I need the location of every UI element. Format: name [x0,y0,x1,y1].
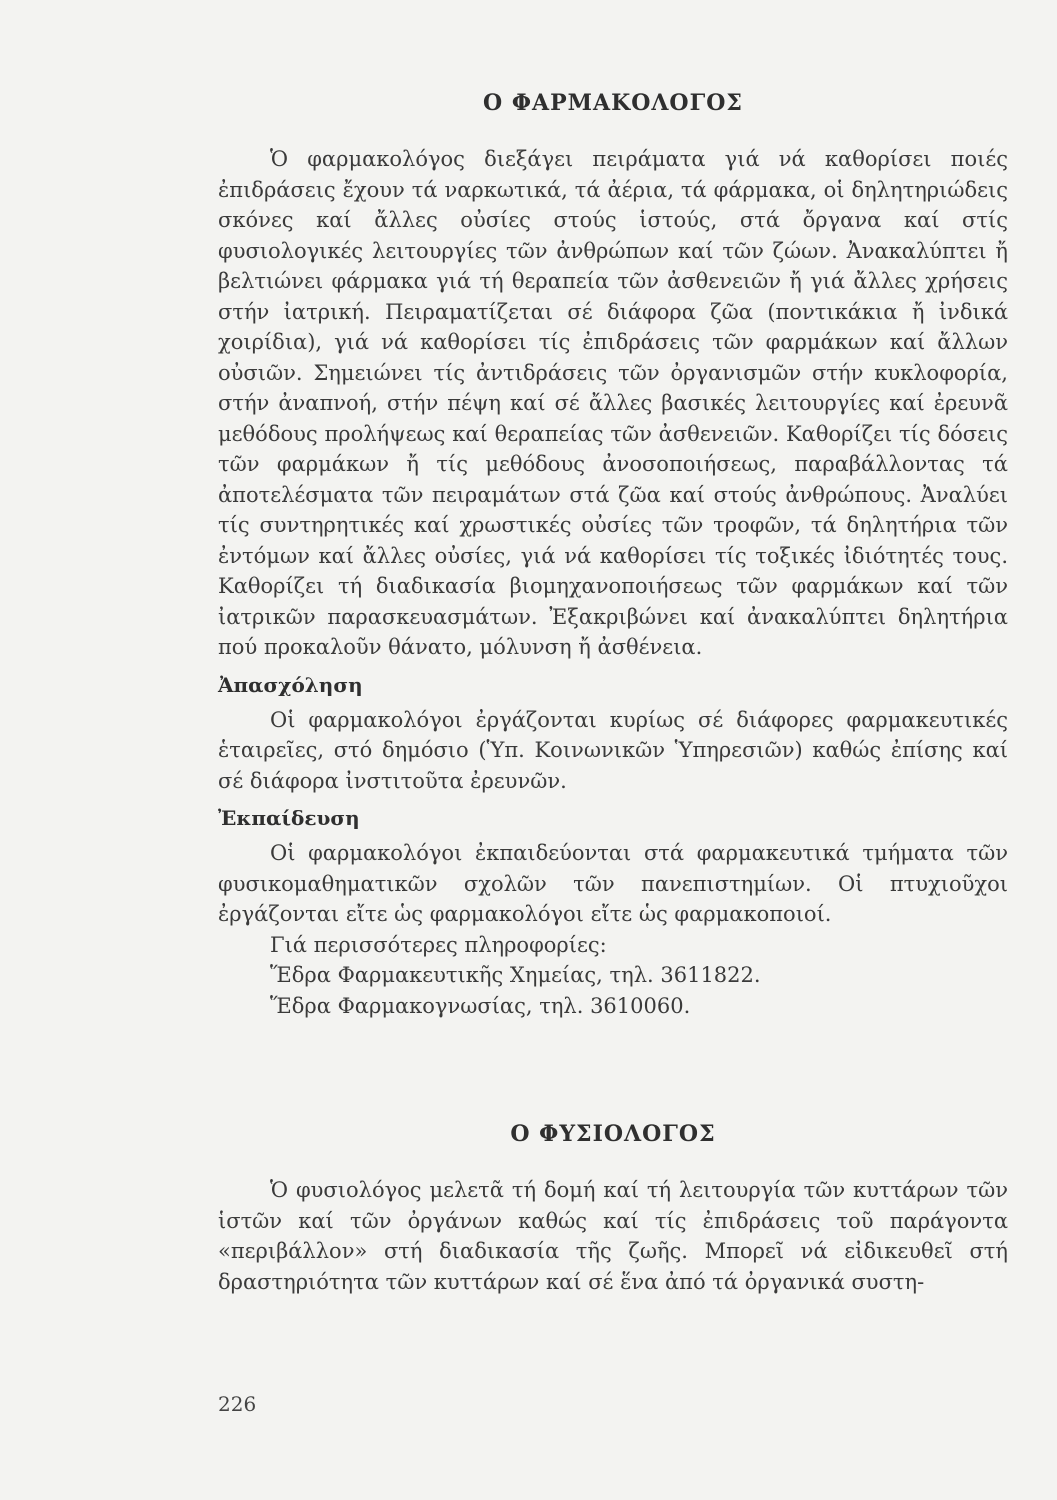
education-text: Οἱ φαρμακολόγοι ἐκπαιδεύονται στά φαρμακευτικά τμήματα τῶν φυσικομαθηματικῶν σχολῶν τῶν πανεπιστημίων. Οἱ πτυχιοῦχοι ἐργάζονται εἴτε ὡς φαρμακολόγοι εἴτε ὡς φαρμακοποιοί. [218,841,1008,926]
employment-text: Οἱ φαρμακολόγοι ἐργάζονται κυρίως σέ διάφορες φαρμακευτικές ἑταιρεῖες, στό δημόσιο (Ὑπ. Κοινωνικῶν Ὑπηρεσιῶν) καθώς ἐπίσης καί σέ διάφορα ἰνστιτοῦτα ἐρευνῶν. [218,707,1008,793]
page-content [218,90,1008,1297]
pharmacologist-description: Ὁ φαρμακολόγος διεξάγει πειράματα γιά νά καθορίσει ποιές ἐπιδράσεις ἔχουν τά ναρκωτικά, τά ἀέρια, τά φάρμακα, οἱ δηλητηριώδεις σκόνες καί ἄλλες οὐσίες στούς ἱστούς, στά ὄργανα καί στίς φυσιολογικές λειτουργίες τῶν ἀνθρώπων καί τῶν ζώων. Ἀνακαλύπτει ἤ βελτιώνει φάρμακα γιά τή θεραπεία τῶν ἀσθενειῶν ἤ γιά ἄλλες χρήσεις στήν ἰατρική. Πειραματίζεται σέ διάφορα ζῶα (ποντικάκια ἤ ἰνδικά χοιρίδια), γιά νά καθορίσει τίς ἐπιδράσεις τῶν φαρμάκων καί ἄλλων οὐσιῶν. Σημειώνει τίς ἀντιδράσεις τῶν ὀργανισμῶν στήν κυκλοφορία, στήν ἀναπνοή, στήν πέψη καί σέ ἄλλες βασικές λειτουργίες καί ἐρευνᾶ μεθόδους προλήψεως καί θεραπείας τῶν ἀσθενειῶν. Καθορίζει τίς δόσεις τῶν φαρμάκων ἤ τίς μεθόδους ἀνοσοποιήσεως, παραβάλλοντας τά ἀποτελέσματα τῶν πειραμάτων στά ζῶα καί στούς ἀνθρώπους. Ἀναλύει τίς συντηρητικές καί χρωστικές οὐσίες τῶν τροφῶν, τά δηλητήρια τῶν ἐντόμων καί ἄλλες οὐσίες, γιά νά καθορίσει τίς τοξικές ἰδιότητές τους. Καθορίζει τή διαδικασία βιομηχανοποιήσεως τῶν φαρμάκων καί τῶν ἰατρικῶν παρασκευασμάτων. Ἐξακριβώνει καί ἀνακαλύπτει δηλητήρια πού προκαλοῦν θάνατο, μόλυνση ἤ ἀσθένεια. [218,147,1008,659]
employment-heading: Ἀπασχόληση [218,672,363,697]
info-line: Ἕδρα Φαρμακογνωσίας, τηλ. 3610060. [270,993,691,1018]
section-title-pharmacologist: Ο ΦΑΡΜΑΚΟΛΟΓΟΣ [483,90,743,116]
page-number: 226 [218,1392,257,1416]
more-info-label: Γιά περισσότερες πληροφορίες: [270,932,607,957]
education-heading: Ἐκπαίδευση [218,806,360,830]
section-title-physiologist: Ο ΦΥΣΙΟΛΟΓΟΣ [510,1121,716,1147]
info-line: Ἕδρα Φαρμακευτικῆς Χημείας, τηλ. 3611822. [270,963,761,987]
physiologist-description: Ὁ φυσιολόγος μελετᾶ τή δομή καί τή λειτουργία τῶν κυττάρων τῶν ἱστῶν καί τῶν ὀργάνων καθώς καί τίς ἐπιδράσεις τοῦ παράγοντα «περιβάλλον» στή διαδικασία τῆς ζωῆς. Μπορεῖ νά εἰδικευθεῖ στή δραστηριότητα τῶν κυττάρων καί σέ ἕνα ἀπό τά ὀργανικά συστη- [218,1178,1008,1294]
